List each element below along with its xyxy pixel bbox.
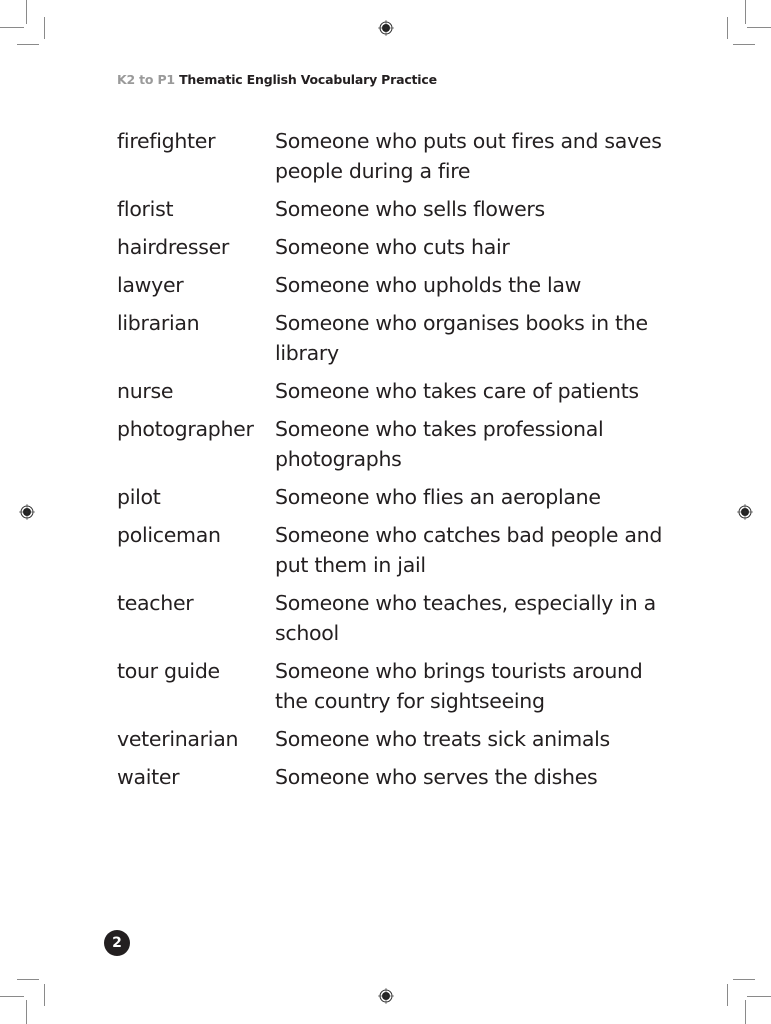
crop-mark: [26, 1000, 27, 1024]
vocab-definition: Someone who puts out fires and saves people during a fire: [275, 129, 662, 183]
crop-mark: [17, 44, 39, 45]
registration-mark-icon: [737, 504, 753, 520]
vocab-definition: Someone who upholds the law: [275, 273, 582, 297]
crop-mark: [0, 27, 24, 28]
vocab-word: hairdresser: [117, 235, 230, 259]
vocab-row: [117, 376, 677, 406]
vocab-row: [117, 308, 677, 368]
vocab-word: veterinarian: [117, 727, 239, 751]
vocab-word: florist: [117, 197, 174, 221]
vocab-word: policeman: [117, 523, 221, 547]
crop-mark: [733, 44, 755, 45]
vocab-word: librarian: [117, 311, 200, 335]
vocab-definition: Someone who sells flowers: [275, 197, 545, 221]
registration-mark-icon: [378, 20, 394, 36]
vocab-row: [117, 232, 677, 262]
vocab-definition: Someone who cuts hair: [275, 235, 510, 259]
vocab-definition: Someone who serves the dishes: [275, 765, 598, 789]
vocab-definition: Someone who treats sick animals: [275, 727, 610, 751]
crop-mark: [44, 984, 45, 1006]
vocab-word: nurse: [117, 379, 174, 403]
crop-mark: [26, 0, 27, 24]
crop-mark: [745, 1000, 746, 1024]
header-title: Thematic English Vocabulary Practice: [179, 72, 437, 87]
vocab-word: lawyer: [117, 273, 184, 297]
vocab-row: [117, 126, 677, 186]
vocab-row: [117, 414, 677, 474]
vocab-row: [117, 724, 677, 754]
crop-mark: [747, 996, 771, 997]
vocab-row: [117, 588, 677, 648]
page-number-badge: 2: [104, 930, 130, 956]
crop-mark: [733, 979, 755, 980]
vocab-definition: Someone who takes care of patients: [275, 379, 639, 403]
vocab-definition: Someone who catches bad people and put them in jail: [275, 523, 663, 577]
vocab-definition: Someone who takes professional photographs: [275, 417, 604, 471]
vocab-definition: Someone who organises books in the library: [275, 311, 648, 365]
header-grade: K2 to P1: [117, 72, 175, 87]
vocab-row: [117, 194, 677, 224]
vocab-word: teacher: [117, 591, 194, 615]
vocab-row: [117, 656, 677, 716]
crop-mark: [17, 979, 39, 980]
vocab-definition: Someone who flies an aeroplane: [275, 485, 601, 509]
vocab-word: pilot: [117, 485, 161, 509]
crop-mark: [0, 996, 24, 997]
vocab-word: photographer: [117, 417, 254, 441]
crop-mark: [747, 27, 771, 28]
running-header: [117, 72, 437, 87]
vocab-word: firefighter: [117, 129, 216, 153]
registration-mark-icon: [19, 504, 35, 520]
crop-mark: [44, 17, 45, 39]
vocab-row: [117, 270, 677, 300]
vocab-definition: Someone who teaches, especially in a school: [275, 591, 656, 645]
vocabulary-list: [117, 126, 677, 800]
crop-mark: [745, 0, 746, 24]
vocab-word: tour guide: [117, 659, 220, 683]
vocab-word: waiter: [117, 765, 180, 789]
crop-mark: [727, 984, 728, 1006]
crop-mark: [727, 17, 728, 39]
vocab-row: [117, 762, 677, 792]
vocab-definition: Someone who brings tourists around the country for sightseeing: [275, 659, 643, 713]
vocab-row: [117, 520, 677, 580]
vocab-row: [117, 482, 677, 512]
registration-mark-icon: [378, 988, 394, 1004]
